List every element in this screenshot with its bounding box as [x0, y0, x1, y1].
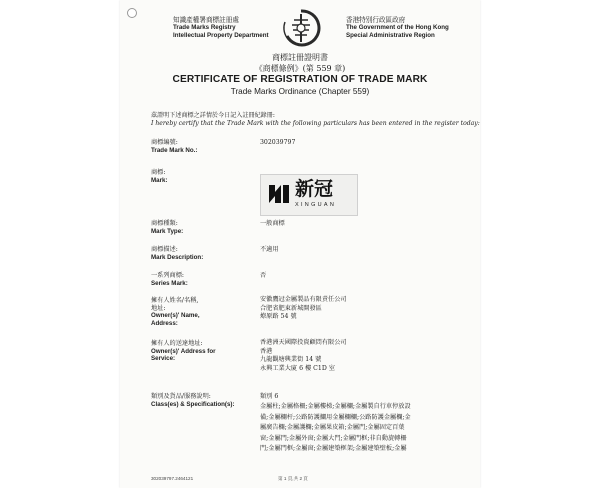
spec-line: 門;金屬門框;金屬窗;金屬建築框架;金屬建築壁板;金屬: [260, 445, 407, 453]
logo-latin-text: XINGUAN: [295, 202, 337, 208]
owner-label: 擁有人姓名/名稱, 地址: Owner(s)' Name, Address:: [151, 297, 200, 327]
service-address-value: 香港洲天國際投資顧問有限公司 香港 九龍觀塘興業街 14 號 永興工業大廈 6 樓 C1D 室: [260, 339, 347, 372]
footer-reference: 302039797.2464121: [151, 476, 194, 481]
footer-page-number: 第 1 頁,共 2 頁: [278, 476, 308, 481]
registry-name-zh: 知識產權署商標註冊處: [173, 17, 239, 24]
registry-name-en: Trade Marks Registry: [173, 24, 236, 32]
header-left: [173, 17, 269, 39]
class-value: 類別 6: [260, 393, 279, 400]
class-label: 類別及貨品/服務說明: Class(es) & Specification(s):: [151, 393, 235, 408]
government-name-zh: 香港特別行政區政府: [346, 17, 406, 24]
mark-description-label: 商標描述: Mark Description:: [151, 246, 204, 261]
hksar-emblem-icon: [281, 8, 321, 48]
spec-line: 屬廣告欄;金屬護欄;金屬果皮箱;金屬門;金屬固定百葉: [260, 424, 405, 432]
mark-description-value: 不適用: [260, 246, 279, 253]
xinguan-logo-icon: [267, 181, 291, 205]
ordinance-en: Trade Marks Ordinance (Chapter 559): [230, 87, 370, 96]
series-mark-label: 一系列商標: Series Mark:: [151, 272, 188, 287]
header-right: [346, 17, 449, 39]
mark-type-value: 一般商標: [260, 220, 285, 227]
government-name-en-2: Special Administrative Region: [346, 31, 435, 39]
government-name-en-1: The Government of the Hong Kong: [346, 24, 449, 32]
owner-value: 安徽鷹冠金屬製品有限責任公司 合肥省肥東新城開發區 燎原路 54 號: [260, 296, 347, 321]
department-name-en: Intellectual Property Department: [173, 31, 269, 39]
spec-line: 備;金屬欄杆;公路防護攔用金屬欄欄;公路防護金屬欄;金: [260, 413, 411, 421]
specification-list: [260, 402, 411, 455]
ordinance-zh: 《商標條例》(第 559 章): [254, 64, 346, 73]
certificate-title-zh: 商標註冊證明書: [272, 53, 328, 62]
logo-chinese-text: 新冠: [295, 178, 334, 200]
certify-statement-en: I hereby certify that the Trade Mark with the following particulars has been entered in the register today:: [151, 120, 480, 127]
spec-line: 窗;金屬門;金屬外窗;金屬大門;金屬門框;非自動旋轉柵: [260, 434, 407, 442]
mark-type-label: 商標種類: Mark Type:: [151, 220, 184, 235]
mark-no-label: 商標編號: Trade Mark No.:: [151, 139, 198, 154]
punch-hole: [127, 8, 137, 18]
certificate-title-en: CERTIFICATE OF REGISTRATION OF TRADE MARK: [172, 74, 428, 85]
certify-statement-zh: 茲證明下述商標之詳情於今日記入註冊紀錄冊:: [151, 112, 275, 119]
trade-mark-image: [260, 174, 358, 216]
mark-no-value: 302039797: [260, 139, 296, 146]
series-mark-value: 否: [260, 272, 267, 279]
spec-line: 金屬柱;金屬格柵;金屬樓梯;金屬欄;金屬製自行車停放設: [260, 403, 411, 410]
mark-label: 商標: Mark:: [151, 169, 168, 184]
service-address-label: 擁有人的送達地址: Owner(s)' Address for Service:: [151, 340, 216, 363]
